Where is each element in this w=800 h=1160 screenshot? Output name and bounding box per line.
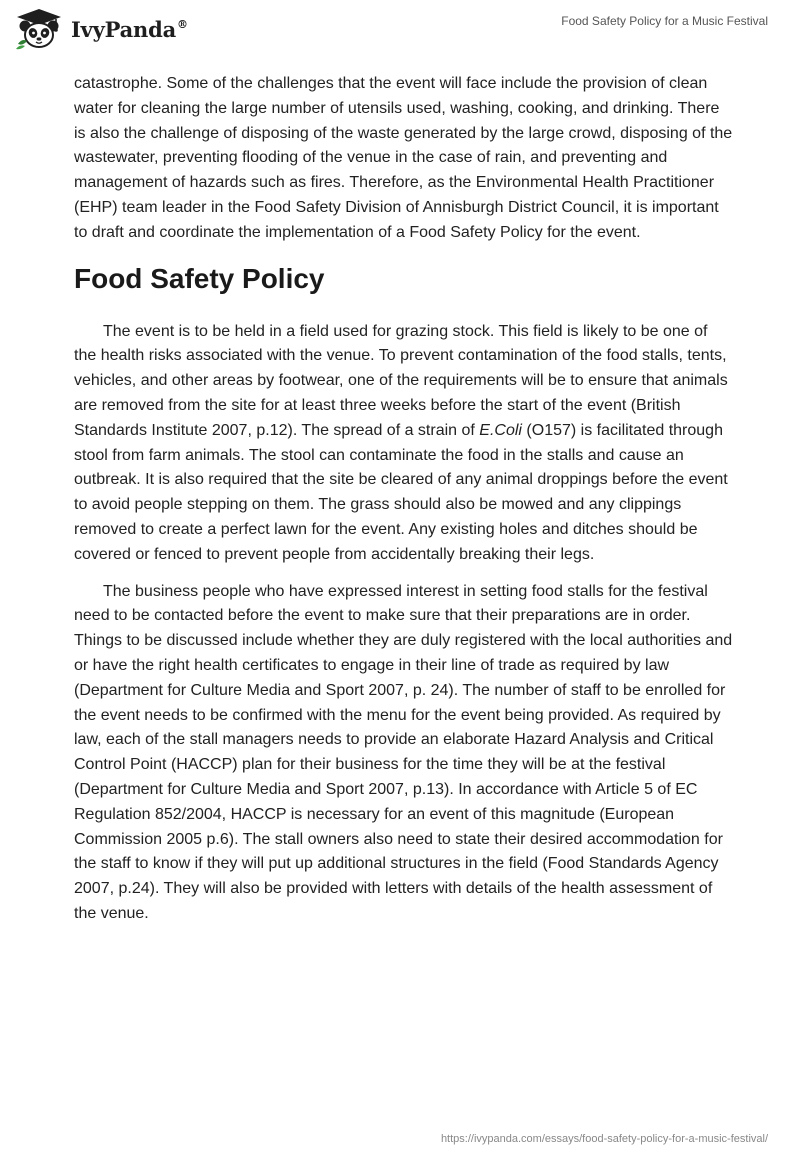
essay-content: [74, 72, 734, 927]
ivypanda-logo[interactable]: [14, 8, 188, 50]
page-title: Food Safety Policy for a Music Festival: [561, 14, 768, 28]
ecoli-italic: E.Coli: [479, 421, 522, 439]
panda-graduation-cap-icon: [14, 8, 64, 50]
paragraph-1: [74, 320, 734, 568]
page-header: [0, 0, 800, 60]
paragraph-1-text-a: The event is to be held in a field used for grazing stock. This field is likely to be one of the health risks associated with the venue. To prevent contamination of the food stalls, tents, vehicles, and other areas by footwear, one of the requirements will be to ensure that animals are removed from the site for at least three weeks before the start of the event (British Standards Institute 2007, p.12). The spread of a strain of: [74, 322, 728, 439]
paragraph-2: The business people who have expressed interest in setting food stalls for the festival need to be contacted before the event to make sure that their preparations are in order. Things to be discussed include whether they are duly registered with the local authorities and or have the right health certificates to engage in their line of trade as required by law (Department for Culture Media and Sport 2007, p. 24). The number of staff to be enrolled for the event needs to be confirmed with the menu for the event being provided. As required by law, each of the stall managers needs to provide an elaborate Hazard Analysis and Critical Control Point (HACCP) plan for their business for the time they will be at the festival (Department for Culture Media and Sport 2007, p.13). In accordance with Article 5 of EC Regulation 852/2004, HACCP is necessary for an event of this magnitude (European Commission 2005 p.6). The stall owners also need to state their desired accommodation for the staff to know if they will put up additional structures in the field (Food Standards Agency 2007, p.24). They will also be provided with letters with details of the health assessment of the venue.: [74, 582, 733, 922]
source-url-link[interactable]: https://ivypanda.com/essays/food-safety-policy-for-a-music-festival/: [440, 1133, 768, 1145]
intro-paragraph: catastrophe. Some of the challenges that the event will face include the provision of clean water for cleaning the large number of utensils used, washing, cooking, and drinking. There is also the challenge of disposing of the waste generated by the large crowd, disposing of the wastewater, preventing flooding of the venue in the case of rain, and preventing and management of hazards such as fires. Therefore, as the Environmental Health Practitioner (EHP) team leader in the Food Safety Division of Annisburgh District Council, it is important to draft and coordinate the implementation of a Food Safety Policy for the event.: [74, 75, 733, 241]
section-heading: Food Safety Policy: [74, 262, 325, 294]
logo-text: IvyPanda®: [71, 16, 188, 42]
paragraph-1-text-b: (O157) is facilitated through stool from farm animals. The stool can contaminate the food in the stalls and cause an outbreak. It is also required that the site be cleared of any animal droppings before the event to avoid people stepping on them. The grass should also be mowed and any clippings removed to create a perfect lawn for the event. Any existing holes and ditches should be covered or fenced to prevent people from accidentally breaking their legs.: [74, 421, 728, 563]
